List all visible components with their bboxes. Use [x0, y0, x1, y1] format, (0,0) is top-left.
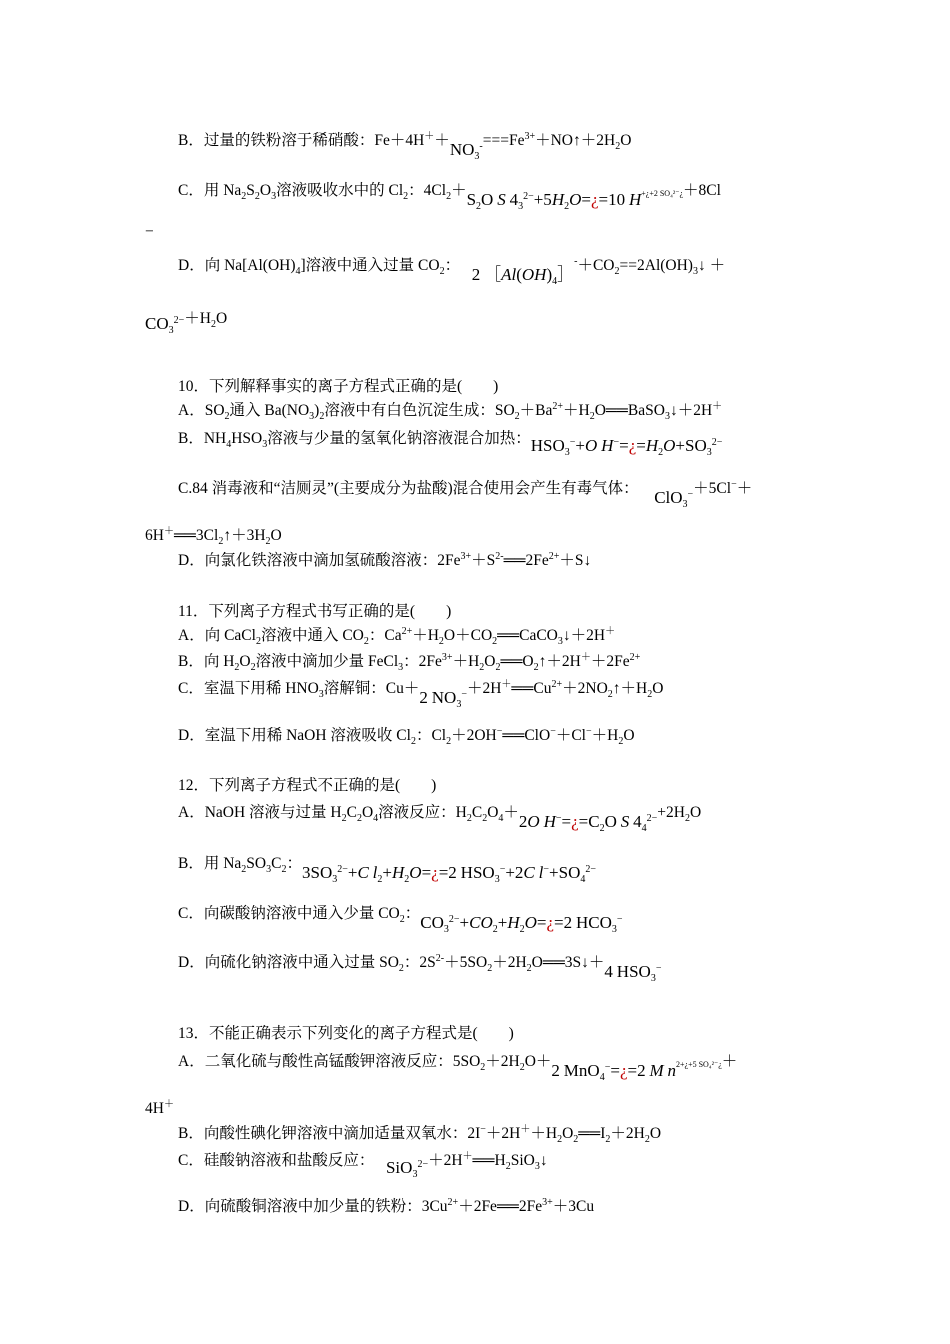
q10-option-b: B．$NH_4HSO_3$溶液与少量的氢氧化钠溶液混合加热：$HSO_3^-+O$ $H^-=¿=H_2O+SO_3^{2-}$ — [178, 430, 723, 459]
q11-option-a: A．向 CaCl$_2$溶液中通入 $CO_2$：$Ca^{2+}+H_2O+CO_2══CaCO_3↓+2H^+$ — [178, 625, 616, 648]
q12-option-c: C．向碳酸钠溶液中通入少量 $CO_2$：$CO_3^{2-}+CO_2+H_2O=¿=2$ $HCO_3^-$ — [178, 905, 623, 936]
q12-option-b: B．用 $Na_2SO_3C_2$：$3SO_3^{2-}+C$ $l_2+H_2O=¿=2$ $HSO_3^-+2C$ $l^-+SO_4^{2-}$ — [178, 855, 596, 886]
q13-option-d: D．向硫酸铜溶液中加少量的铁粉：$3Cu^{2+}+2Fe══2Fe^{3+}+3Cu$ — [178, 1196, 595, 1215]
q12-title: 12．下列离子方程式不正确的是( ) — [178, 777, 437, 794]
q9-option-c: C．用 $Na_2S_2O_3$溶液吸收水中的 $Cl_2$：$4Cl_2+S_2O$ S $4_3^{2-}+5H_2O=¿=10$ $H^{+¿+2 SO_4^{2-}¿}+8Cl$ — [178, 182, 721, 213]
q13-option-b: B．向酸性碘化钾溶液中滴加适量双氧水：$2I^-+2H^++H_2O_2══I_2+2H_2O$ — [178, 1123, 662, 1146]
q10-title: 10．下列解释事实的离子方程式正确的是( ) — [178, 378, 499, 395]
q12-option-d: D．向硫化钠溶液中通入过量 $SO_2$：$2S^{2-}+5SO_2+2H_2O══3S↓+4$ $HSO_3^-$ — [178, 952, 662, 985]
q9-option-d: D．向 $Na[Al(OH)_4]$溶液中通入过量 $CO_2$： 2 $[Al(OH)_4]^-+CO_2==2Al(OH)_3↓$ ＋ — [178, 255, 726, 288]
q11-option-c: C．室温下用稀 $HNO_3$溶解铜：Cu＋2 $NO_3^-+2H^+══Cu^{2+}+2NO_2↑+H_2O$ — [178, 678, 664, 711]
q10-option-d: D．向氯化铁溶液中滴加氢硫酸溶液：$2Fe^{3+}+S^{2-}══2Fe^{2+}+S↓$ — [178, 550, 592, 569]
q13-option-a-wrap: 4H＋ — [145, 1098, 174, 1117]
q9-option-c-wrap: − — [145, 223, 154, 240]
q11-title: 11．下列离子方程式书写正确的是( ) — [178, 603, 452, 620]
q11-option-b: B．向 $H_2O_2$溶液中滴加少量 FeCl$_3$：$2Fe^{3+}+H_2O_2══O_2↑+2H^++2Fe^{2+}$ — [178, 651, 641, 674]
q12-option-a: A．NaOH 溶液与过量 $H_2C_2O_4$溶液反应：$H_2C_2O_4+2O$ $H^-=¿=C_2O$ S $4_4^{2-}+2H_2O$ — [178, 804, 702, 835]
q9-option-d-wrap: $CO_3^{2-}+H_2O$ — [145, 310, 228, 337]
q10-option-c-wrap: $6H^+══3Cl_2↑+3H_2O$ — [145, 525, 282, 548]
q10-option-a: A．$SO_2$通入 $Ba(NO_3)_2$溶液中有白色沉淀生成：$SO_2+Ba^{2+}+H_2O══BaSO_3↓+2H^+$ — [178, 400, 723, 423]
q10-option-c: C.84 消毒液和“洁厕灵”(主要成分为盐酸)混合使用会产生有毒气体： ClO$_3$−＋5Cl−＋ — [178, 478, 753, 511]
q13-option-c: C．硅酸钠溶液和盐酸反应： $SiO_3^{2-}+2H^+══H_2SiO_3↓$ — [178, 1150, 548, 1181]
q11-option-d: D．室温下用稀 NaOH 溶液吸收 $Cl_2$：$Cl_2+2OH^-══ClO^-+Cl^-+H_2O$ — [178, 725, 635, 748]
q13-option-a: A．二氧化硫与酸性高锰酸钾溶液反应：$5SO_2+2H_2O+2$ MnO$_4$−=¿=2 M $n^{2+¿+5 SO_4^{2-}¿}+$ — [178, 1053, 738, 1084]
q13-title: 13．不能正确表示下列变化的离子方程式是( ) — [178, 1025, 514, 1042]
q9-option-b: B．过量的铁粉溶于稀硝酸：$Fe+4H^++NO_3^-===Fe^{3+}+NO↑+2H_2O$ — [178, 130, 632, 163]
